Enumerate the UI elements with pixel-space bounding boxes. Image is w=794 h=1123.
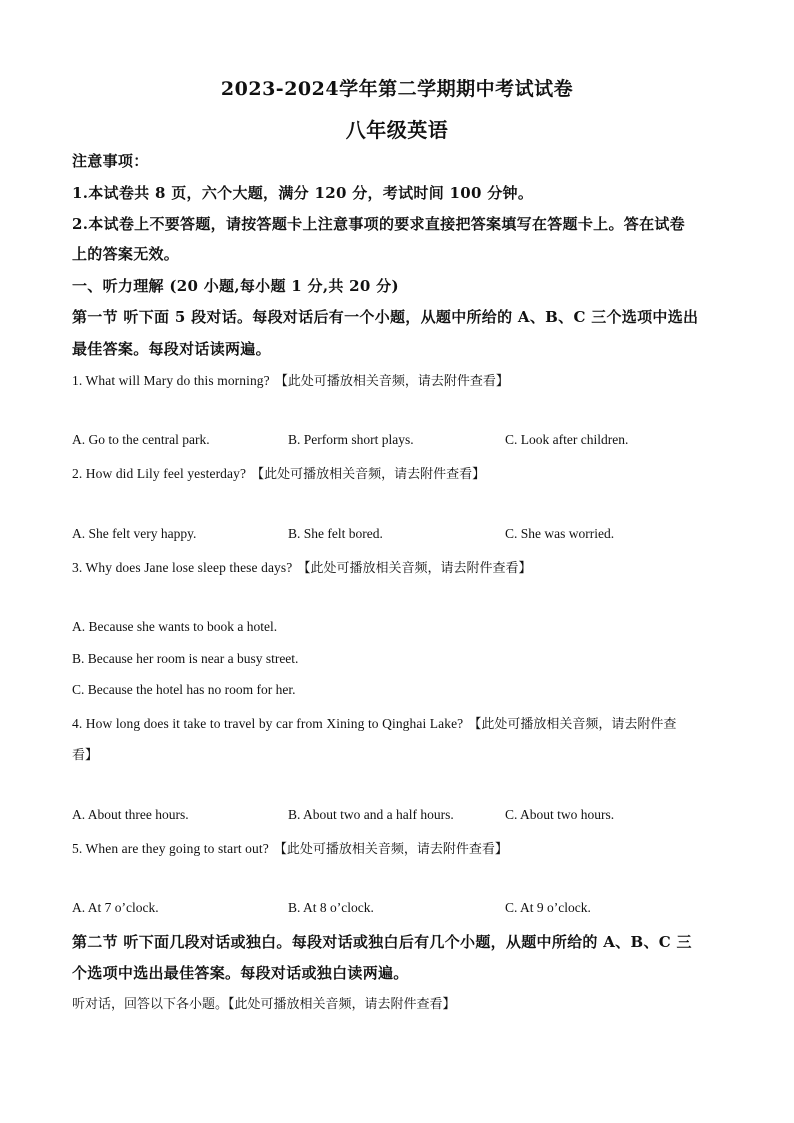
q2-option-b: B. She felt bored. — [288, 526, 383, 541]
q5-option-a: A. At 7 o’clock. — [72, 900, 159, 915]
q3-option-b: B. Because her room is near a busy street. — [72, 651, 299, 666]
audio-note-link[interactable]: 【此处可播放相关音频，请去附件查看】 — [273, 842, 508, 857]
question-stem: 3. Why does Jane lose sleep these days? — [72, 560, 293, 575]
q3-option-a: A. Because she wants to book a hotel. — [72, 619, 278, 634]
q2-option-c: C. She was worried. — [505, 526, 615, 541]
q3-option-c: C. Because the hotel has no room for her. — [72, 682, 296, 697]
audio-note-link[interactable]: 【此处可播放相关音频，请去附件查看】 — [274, 374, 509, 389]
question-stem: 4. How long does it take to travel by car from Xining to Qinghai Lake? — [72, 716, 464, 731]
q1-option-c: C. Look after children. — [505, 432, 629, 447]
part2-instruction-line-1: 第二节 听下面几段对话或独白。每段对话或独白后有几个小题，从题中所给的 A、B、C 三 — [72, 933, 692, 951]
question-4 — [72, 713, 676, 732]
q1-option-a: A. Go to the central park. — [72, 432, 210, 447]
part1-instruction-line-1: 第一节 听下面 5 段对话。每段对话后有一个小题，从题中所给的 A、B、C 三个选项中选出 — [72, 308, 699, 326]
part1-instruction-line-2: 最佳答案。每段对话读两遍。 — [72, 340, 271, 358]
q4-option-b: B. About two and a half hours. — [288, 807, 454, 822]
q5-option-c: C. At 9 o’clock. — [505, 900, 591, 915]
audio-note-link[interactable]: 【此处可播放相关音频，请去附件查看】 — [228, 997, 456, 1012]
question-4-note-wrap[interactable]: 看】 — [72, 748, 99, 763]
question-2 — [72, 463, 485, 482]
page-title: 2023-2024学年第二学期期中考试试卷 — [220, 78, 574, 100]
q4-option-a: A. About three hours. — [72, 807, 189, 822]
question-stem: 5. When are they going to start out? — [72, 841, 269, 856]
question-3 — [72, 557, 531, 576]
q4-option-c: C. About two hours. — [505, 807, 615, 822]
part2-instruction-line-2: 个选项中选出最佳答案。每段对话或独白读两遍。 — [72, 964, 409, 982]
q5-option-b: B. At 8 o’clock. — [288, 900, 374, 915]
notice-item-2-line-1: 2.本试卷上不要答题，请按答题卡上注意事项的要求直接把答案填写在答题卡上。答在试卷 — [72, 215, 685, 233]
part2-dialogue-prompt — [72, 993, 456, 1012]
question-1 — [72, 370, 509, 389]
question-stem: 2. How did Lily feel yesterday? — [72, 466, 247, 481]
notice-item-2-line-2: 上的答案无效。 — [72, 245, 180, 263]
question-5 — [72, 838, 508, 857]
notice-item-1: 1.本试卷共 8 页，六个大题，满分 120 分，考试时间 100 分钟。 — [72, 184, 534, 202]
dialogue-instruction: 听对话，回答以下各小题。 — [72, 997, 229, 1012]
audio-note-link[interactable]: 【此处可播放相关音频，请去附件查看】 — [297, 561, 532, 576]
notice-heading: 注意事项： — [72, 152, 149, 170]
section-heading: 一、听力理解 (20 小题,每小题 1 分,共 20 分) — [72, 277, 399, 295]
q1-option-b: B. Perform short plays. — [288, 432, 414, 447]
audio-note-link[interactable]: 【此处可播放相关音频，请去附件查 — [468, 717, 677, 732]
question-stem: 1. What will Mary do this morning? — [72, 373, 270, 388]
page-subtitle: 八年级英语 — [345, 118, 449, 142]
q2-option-a: A. She felt very happy. — [72, 526, 197, 541]
audio-note-link[interactable]: 【此处可播放相关音频，请去附件查看】 — [251, 467, 486, 482]
